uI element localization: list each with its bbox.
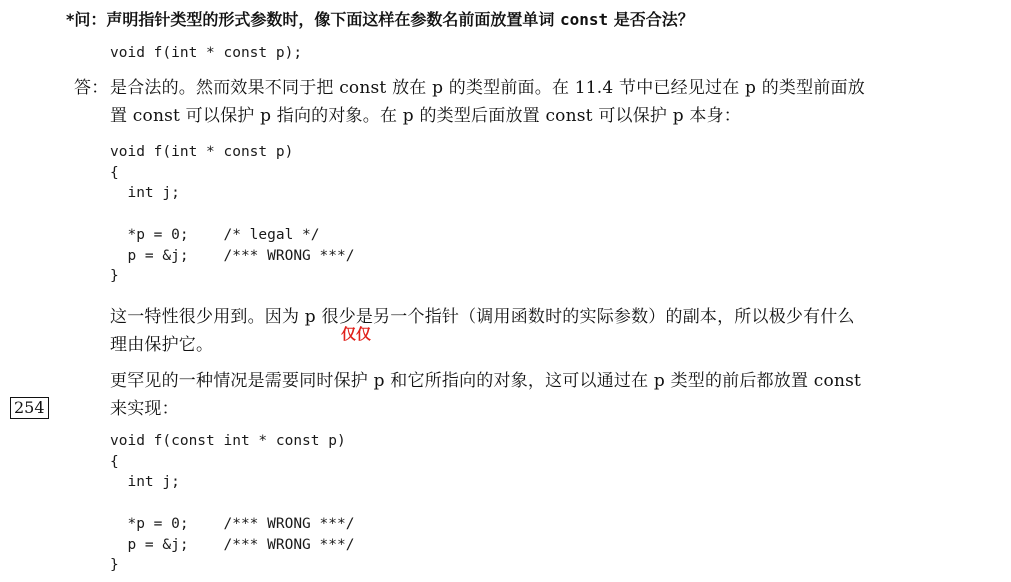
question-text-start: *问：声明指针类型的形式参数时，像下面这样在参数名前面放置单词 (66, 10, 560, 29)
question-line (66, 10, 694, 30)
code-block-const-both: void f(const int * const p) { int j; *p = 0; /*** WRONG ***/ p = &j; /*** WRONG ***/ } (110, 433, 355, 574)
question-text-end: 是否合法？ (608, 10, 694, 29)
answer-line-2: 置 const 可以保护 p 指向的对象。在 p 的类型后面放置 const 可以保护 p 本身： (110, 106, 742, 126)
paragraph-rarely-used-line-2: 理由保护它。 (110, 335, 214, 355)
code-block-declaration: void f(int * const p); (110, 45, 303, 61)
answer-line-1: 是合法的。然而效果不同于把 const 放在 p 的类型前面。在 11.4 节中已经见过在 p 的类型前面放 (110, 78, 865, 98)
question-keyword: const (559, 10, 609, 29)
paragraph-both-const-line-1: 更罕见的一种情况是需要同时保护 p 和它所指向的对象，这可以通过在 p 类型的前后都放置 const (110, 371, 862, 391)
page-number-box: 254 (10, 397, 49, 419)
handwritten-annotation: 仅仅 (341, 325, 372, 343)
paragraph-rarely-used-line-1: 这一特性很少用到。因为 p 很少是另一个指针（调用函数时的实际参数）的副本，所以极少有什么 (110, 307, 855, 327)
paragraph-both-const-line-2: 来实现： (110, 399, 179, 419)
answer-label: 答： (74, 78, 109, 98)
code-block-const-pointer: void f(int * const p) { int j; *p = 0; /* legal */ p = &j; /*** WRONG ***/ } (110, 144, 355, 285)
